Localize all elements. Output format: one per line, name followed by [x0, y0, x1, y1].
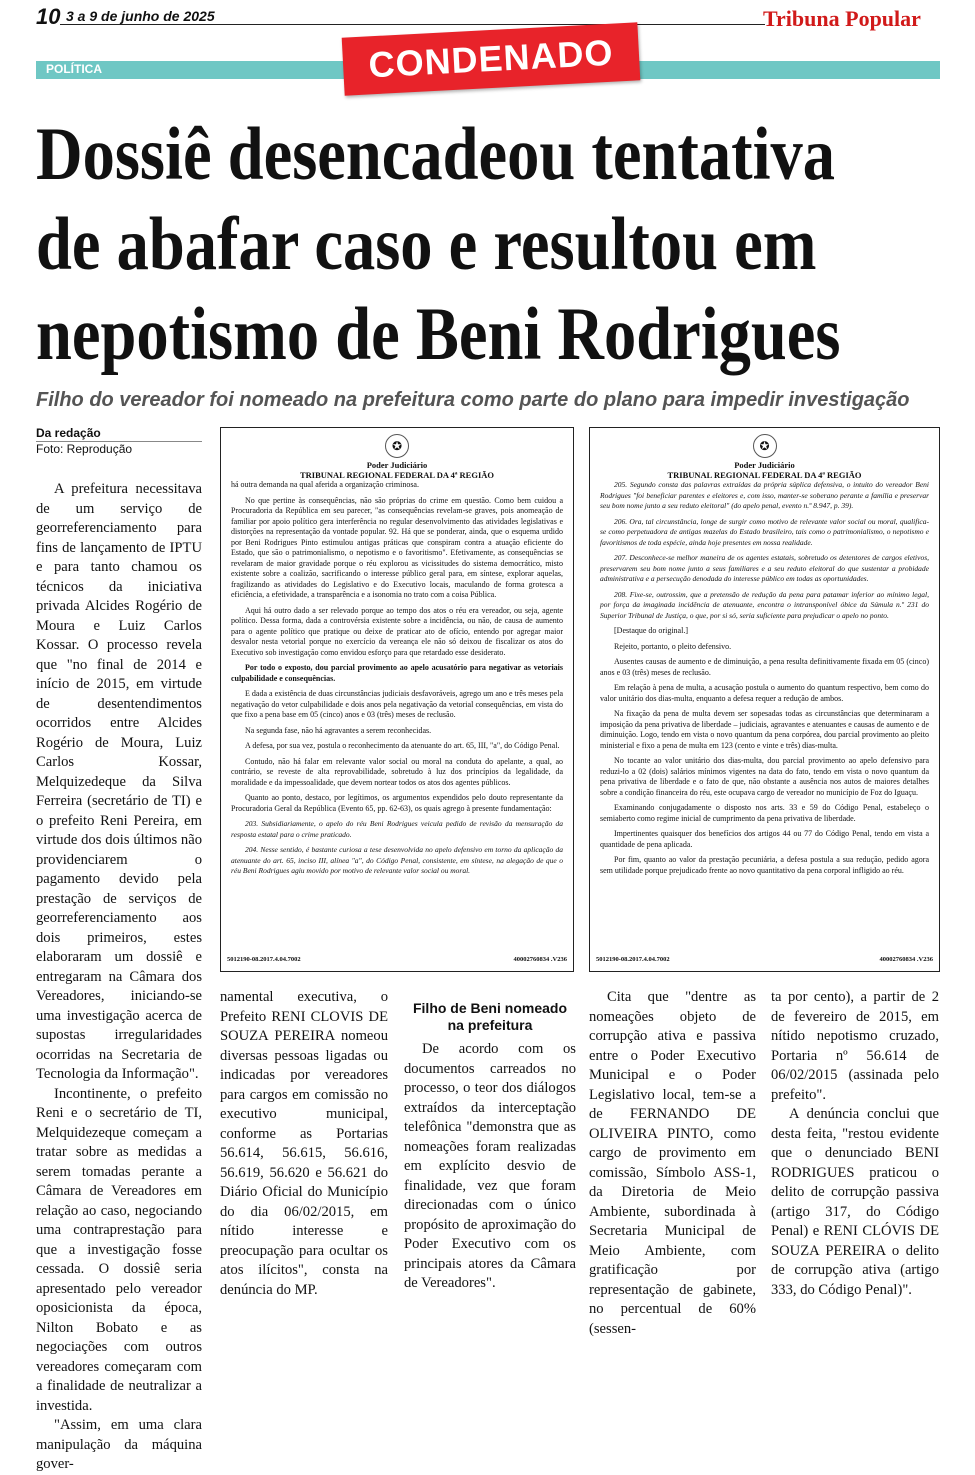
- coat-of-arms-icon: ✪: [753, 434, 777, 458]
- paragraph: "Assim, em uma clara manipulação da máquina gover-: [36, 1417, 202, 1472]
- subheading-box: [404, 1000, 576, 1034]
- doc-court: TRIBUNAL REGIONAL FEDERAL DA 4ª REGIÃO: [667, 470, 862, 480]
- doc-paragraph: A defesa, por sua vez, postula o reconhecimento da atenuante do art. 65, III, "a", do Código Penal.: [245, 741, 560, 750]
- doc-paragraph: Na fixação da pena de multa devem ser sopesadas todas as circunstâncias que determinaram a imposição da pena privativa de liberdade – judiciais, agravantes e atenuantes e causas de aumento e de diminuição. Logo, tendo em vista o novo quantum da pena corpórea, dou parcial provimento ao pleito ministerial e fixo a pena de multa em 123 (cento e vinte e três) dias-multa.: [600, 709, 929, 750]
- doc-quote: 205. Segundo consta das palavras extraídas da própria súplica defensiva, o intuito do vereador Beni Rodrigues "foi beneficiar parentes e eleitores e, com isso, manter-se soberano perante a família e preservar seu bom nome junto a seu reduto eleitoral" (do apelo penal, evento n.º 8.947, p. 39).: [600, 480, 929, 510]
- paragraph: A denúncia conclui que desta feita, "restou evidente que o denunciado BENI RODRIGUES praticou o delito de corrupção passiva (artigo 317, do Código Penal) e RENI CLÓVIS DE SOUZA PEREIRA o delito de corrupção ativa (artigo 333, do Código Penal)".: [771, 1106, 939, 1298]
- issue-date: 3 a 9 de junho de 2025: [66, 8, 215, 24]
- paragraph: ta por cento), a partir de 2 de fevereiro de 2015, em nítido nepotismo cruzado, Portaria nº 56.614 de 06/02/2015 (assinada pelo prefeito".: [771, 989, 939, 1103]
- article-column-4: [589, 988, 756, 1337]
- doc-footer-left: 5012190-08.2017.4.04.7002: [596, 955, 670, 963]
- doc-paragraph: Contudo, não há falar em relevante valor social ou moral na conduta do apelante, a qual, ao contrário, se reveste de alta reprovabilidade, sobretudo à luz dos princípios da legalidade, da moralidade e da impessoalidade, que devem nortear todos os atos dos agentes públicos.: [231, 756, 563, 787]
- doc-quote: 206. Ora, tal circunstância, longe de surgir como motivo de relevante valor social ou moral, qualifica-se como perpetuadora de antigas mazelas do Estado brasileiro, tais como o patrimonialismo, o nepotismo e favoritismos de toda espécie, ainda hoje presentes em nossa realidade.: [600, 516, 929, 547]
- doc-paragraph: Quanto ao ponto, destaco, por legítimos, os argumentos expendidos pelo douto representante da Procuradoria Geral da República (Evento 65, pp. 62-63), os quais agrego à presente fundamentação:: [231, 793, 563, 813]
- doc-quote: 208. Fixe-se, outrossim, que a pretensão de redução da pena para patamar inferior ao mínimo legal, por força da imaginada incidência de atenuante, encontra o intransponível óbice da Súmula n.º 231 do Superior Tribunal de Justiça, o que, por si só, seria suficiente para prejudicar o apelo no ponto.: [600, 589, 929, 620]
- newspaper-brand: Tribuna Popular: [763, 6, 921, 31]
- coat-of-arms-icon: ✪: [385, 434, 409, 458]
- article-column-3: [404, 1040, 576, 1291]
- doc-footer-right: 40002760834 .V236: [879, 955, 933, 963]
- doc-paragraph: Examinando conjugadamente o disposto nos arts. 33 e 59 do Código Penal, estabeleço o semiaberto como regime inicial de cumprimento da pena privativa de liberdade.: [600, 803, 929, 823]
- article-column-5: [771, 988, 939, 1298]
- doc-paragraph: E dada a existência de duas circunstâncias judiciais desfavoráveis, agrego um ano e três meses pela negativação do vetor culpabilidade e dois anos pela negativação da vetorial consequências, em vista do que fixo a pena base em 05 (cinco) anos e 03 (três) meses de reclusão.: [231, 689, 563, 719]
- doc-court: TRIBUNAL REGIONAL FEDERAL DA 4ª REGIÃO: [299, 470, 495, 480]
- section-label: POLÍTICA: [46, 62, 102, 76]
- paragraph: A prefeitura necessitava de um serviço de georreferenciamento para fins de lançamento de IPTU e para tanto chamou os técnicos da iniciativa privada Alcides Rogério de Moura e Luiz Carlos Kossar. O processo revela que "no final de 2014 e início de 2015, em virtude de desentendimentos ocorridos entre Alcides Rogério de Moura, Luiz Carlos Kossar, Melquizedeque da Silva Ferreira (secretário de TI) e o prefeito Reni Pereira, em virtude dos dois últimos não providenciarem o pagamento devido pela prestação de serviços de georreferenciamento aos dois primeiros, estes elaboraram um dossiê e entregaram na Câmara dos Vereadores, iniciando-se uma investigação acerca de supostas irregularidades ocorridas na Secretaria de Tecnologia da Informação".: [36, 481, 202, 1082]
- doc-paragraph: Por fim, quanto ao valor da prestação pecuniária, a defesa postula a sua redução, pedido agora sem utilidade porque prejudicado frente ao novo quantitativo da pena corporal infligido ao réu.: [600, 855, 929, 875]
- article-column-2: [220, 988, 388, 1298]
- paragraph: De acordo com os documentos carreados no processo, o teor dos diálogos extraídos da interceptação telefônica "demonstra que as nomeações foram realizadas em explícito desvio de finalidade, vez que foram direcionadas com o único propósito de aproximação do Poder Executivo com os principais atores da Câmara de Vereadores".: [404, 1041, 576, 1291]
- condenado-stamp: CONDENADO: [342, 22, 641, 95]
- doc-footer-left: 5012190-08.2017.4.04.7002: [227, 955, 301, 963]
- doc-quote: 204. Nesse sentido, é bastante curiosa a tese desenvolvida no apelo defensivo em torno da aplicação da atenuante do art. 65, inciso III, alínea "a", do Código Penal, consistente, em síntese, na alegação de que o réu Beni Rodrigues agiu movido por motivo de relevante valor social ou moral.: [231, 845, 563, 875]
- headline: [36, 110, 841, 380]
- doc-footer: [596, 955, 933, 966]
- doc-org: Poder Judiciário: [734, 460, 795, 470]
- page-number: 10: [36, 4, 61, 29]
- doc-quote: 207. Desconhece-se melhor maneira de os agentes estatais, sobretudo os detentores de cargos eletivos, preservarem seu bom nome junto a seus familiares e a seu reduto eleitoral do que sustentar a probidade administrativa e a persecução denodada do interesse público em todas as oportunidades.: [600, 553, 929, 583]
- doc-paragraph: [Destaque do original.]: [614, 626, 688, 635]
- doc-paragraph: Na segunda fase, não há agravantes a serem reconhecidas.: [245, 725, 432, 735]
- doc-org: Poder Judiciário: [366, 460, 428, 470]
- doc-paragraph: Aqui há outro dado a ser relevado porque ao tempo dos atos o réu era vereador, ou seja, agente político. Dessa forma, dada a controvérsia existente sobre a incidência, ou não, de causa de aumento para o agente político que pratique ou deixe de praticar ato de ofício, entendo por agregar maior desvalor nesta vetorial porque no exercício da vereança ele não só deixou de fiscalizar os atos do Executivo sob investigação como envidou esforço para que retardado esse desiderato.: [231, 605, 563, 657]
- article-column-1: [36, 480, 202, 1472]
- doc-quote: 203. Subsidiariamente, o apelo do réu Beni Rodrigues veicula pedido de revisão da mensuração da resposta estatal para o crime praticado.: [231, 819, 563, 839]
- doc-paragraph: No que pertine às consequências, não são próprias do crime em questão. Como bem cuidou a Procuradoria da República em seu parecer, "as consequências revelam-se graves, pois anomeação de familiar por apoio político gera interferência no regular desenvolvimento das atividades legislativas e distorções na representação da vontade popular. 92. Há que se ponderar, ainda, que o esquema urdido por Beni Rodrigues Pinto estimulou antigas práticas que conspiram contra a atuação eficiente do Estado, que são o patrimonialismo, o nepotismo e o favoritismo". Efetivamente, as consequências se revelaram de maior gravidade porque o réu explorou as vicissitudes do sistema democrático, misto existente sobre a coalizão, sacrificando o interesse público geral para, em síntese, explorar aquelas, fragilizando as atividades do Legislativo e do Executivo locais, maculando de forma grotesca a eficiência, a efetividade, a transparência e a isonomia no trato com a coisa Pública.: [231, 495, 563, 599]
- paragraph: Incontinente, o prefeito Reni e o secretário de TI, Melquidezeque começam a tratar sobre as medidas a serem tomadas perante a Câmara de Vereadores em relação ao caso, negociando uma contraprestação para que a investigação fosse cessada. O dossiê seria apresentado pelo vereador oposicionista da época, Nilton Bobato e as negociações com outros vereadores começaram com a finalidade de neutralizar a investida.: [36, 1085, 202, 1414]
- paragraph: Cita que "dentre as nomeações objeto de corrupção ativa e passiva entre o Poder Executivo Municipal e o Poder Legislativo local, tem-se a de FERNANDO DE OLIVEIRA PINTO, como cargo de provimento em comissão, Símbolo ASS-1, da Diretoria de Meio Ambiente, subordinada à Secretaria Municipal de Meio Ambiente, com gratificação por representação de gabinete, no percentual de 60% (sessen-: [589, 989, 756, 1337]
- court-document-2: [589, 427, 940, 972]
- headline-line-3: nepotismo de Beni Rodrigues: [36, 293, 841, 376]
- headline-line-1: Dossiê desencadeou tentativa: [36, 113, 836, 196]
- subtitle: Filho do vereador foi nomeado na prefeitura como parte do plano para impedir investigação: [36, 389, 910, 411]
- subheading-line-1: Filho de Beni nomeado: [412, 1000, 567, 1016]
- photo-credit: Foto: Reprodução: [36, 442, 133, 456]
- doc-paragraph: Em relação à pena de multa, a acusação postula o aumento do quantum respectivo, bem como do valor unitário dos dias-multa, enquanto a defesa requer a redução de ambos.: [600, 683, 929, 703]
- doc-paragraph: Ausentes causas de aumento e de diminuição, a pena resulta definitivamente fixada em 05 (cinco) anos e 03 (três) meses de reclusão.: [600, 657, 929, 677]
- doc-paragraph: No tocante ao valor unitário dos dias-multa, dou parcial provimento ao apelo defensivo para reduzi-lo a 02 (dois) salários mínimos vigentes na data do fato, tendo em vista o novo quantum da pena privativa de liberdade e o fato de que, não obstante a ausência nos autos de maiores detalhes sobre a condição financeira do réu, este ocupava cargo de vereador no município de Foz do Iguaçu.: [600, 756, 929, 797]
- doc-paragraph: Impertinentes quaisquer dos benefícios dos artigos 44 ou 77 do Código Penal, tendo em vista a quantidade de pena aplicada.: [600, 829, 929, 849]
- court-document-1: [220, 427, 574, 972]
- doc-paragraph: há outra demanda na qual aferida a organização criminosa.: [231, 480, 419, 489]
- byline: Da redação: [36, 426, 101, 440]
- doc-footer-right: 40002760834 .V236: [513, 955, 567, 963]
- doc-paragraph: Por todo o exposto, dou parcial provimento ao apelo acusatório para negativar as vetoriais culpabilidade e consequências.: [231, 663, 563, 683]
- subheading-line-2: na prefeitura: [447, 1017, 533, 1033]
- paragraph: namental executiva, o Prefeito RENI CLOVIS DE SOUZA PEREIRA nomeou diversas pessoas ligadas ou indicadas por vereadores para cargos em comissão no executivo municipal, conforme as Portarias 56.614, 56.615, 56.616, 56.619, 56.620 e 56.621 do Diário Oficial do Município do dia 06/02/2015, em nítido interesse e preocupação para ocultar os atos ilícitos", consta na denúncia do MP.: [220, 989, 388, 1298]
- headline-line-2: de abafar caso e resultou em: [36, 203, 817, 286]
- header-rule: [60, 24, 765, 25]
- doc-footer: [227, 955, 567, 966]
- doc-paragraph: Rejeito, portanto, o pleito defensivo.: [614, 641, 732, 651]
